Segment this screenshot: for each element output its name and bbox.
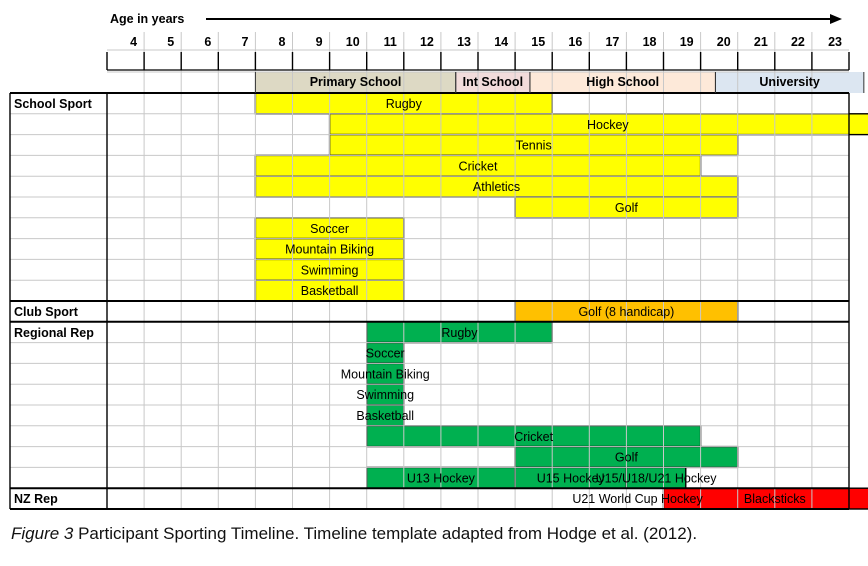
stage-label: University	[759, 75, 820, 89]
bar-label: Basketball	[356, 409, 415, 423]
bar-label: Golf	[614, 450, 638, 465]
bar-label: U13 Hockey	[406, 471, 475, 486]
section-label: NZ Rep	[14, 492, 58, 507]
age-tick-label: 13	[457, 35, 471, 49]
age-tick-label: 19	[679, 35, 694, 49]
bar-label: Mountain Biking	[340, 367, 430, 382]
bar-label: Tennis	[515, 138, 552, 153]
bar-label: Soccer	[365, 346, 405, 361]
bar-label: Mountain Biking	[285, 242, 375, 257]
age-tick-label: 5	[167, 35, 175, 49]
age-tick-label: 15	[531, 35, 546, 49]
caption-text: Participant Sporting Timeline. Timeline template adapted from Hodge et al. (2012).	[73, 524, 698, 543]
section-label: Club Sport	[14, 305, 78, 319]
age-tick-label: 17	[605, 35, 620, 49]
bar-label: Athletics	[472, 180, 521, 195]
age-tick-label: 16	[568, 35, 583, 49]
stage-label: High School	[586, 75, 660, 89]
age-tick-label: 4	[130, 35, 138, 49]
age-tick-label: 6	[204, 35, 212, 49]
bar-label: Rugby	[441, 325, 478, 340]
bar-label: Golf	[614, 201, 638, 215]
age-tick-label: 10	[345, 35, 360, 49]
age-tick-label: 22	[790, 35, 805, 49]
bar-label: Swimming	[356, 388, 415, 403]
age-tick-label: 9	[315, 35, 323, 49]
bar-label: Rugby	[385, 97, 422, 111]
age-tick-label: 7	[241, 35, 249, 49]
bar-label: U21 World Cup Hockey	[572, 492, 703, 507]
section-label: School Sport	[14, 97, 92, 111]
bar-label: Basketball	[300, 284, 359, 299]
figure-caption	[11, 524, 697, 544]
figure-number: Figure 3	[11, 524, 74, 543]
bar-label: Soccer	[310, 221, 350, 236]
bar-label: Golf (8 handicap)	[578, 305, 675, 319]
bar-label: U15/U18/U21 Hockey	[595, 471, 717, 486]
age-tick-label: 12	[419, 35, 434, 49]
axis-title: Age in years	[110, 12, 185, 26]
bar-label: Cricket	[514, 429, 554, 444]
age-tick-label: 21	[753, 35, 768, 49]
bar-label: Blacksticks	[743, 492, 806, 507]
bar-label: Cricket	[458, 159, 498, 174]
arrow-head-icon	[830, 14, 842, 24]
age-tick-label: 14	[494, 35, 509, 49]
age-tick-label: 18	[642, 35, 657, 49]
section-label: Regional Rep	[14, 325, 94, 340]
bar-label: U15 Hockey	[536, 471, 605, 486]
bar-label: Hockey	[587, 117, 629, 132]
age-tick-label: 11	[383, 35, 397, 49]
age-tick-label: 23	[828, 35, 842, 49]
age-tick-label: 20	[716, 35, 731, 49]
stage-label: Primary School	[309, 75, 402, 89]
age-tick-label: 8	[278, 35, 286, 49]
stage-label: Int School	[462, 75, 524, 89]
bar-label: Swimming	[300, 263, 359, 278]
